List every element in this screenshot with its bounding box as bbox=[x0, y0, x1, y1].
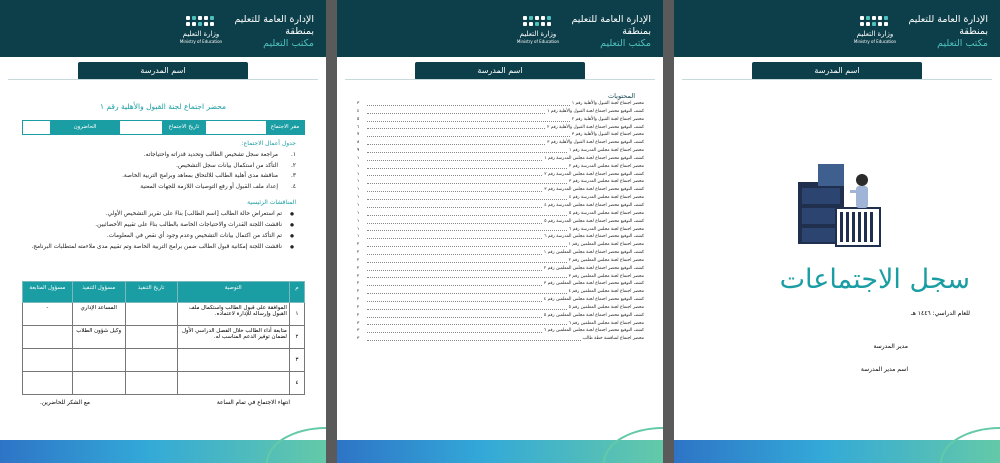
toc-dot-leader bbox=[367, 147, 567, 153]
toc-list bbox=[357, 100, 644, 343]
toc-entry[interactable] bbox=[357, 226, 644, 234]
toc-entry[interactable] bbox=[357, 100, 644, 108]
agenda-list bbox=[30, 150, 296, 192]
toc-entry[interactable] bbox=[357, 304, 644, 312]
list-item: ● ناقشت اللجنة القدرات والاحتياجات الخاصة بالطالب بناءً على تقييم الأخصائيين. bbox=[24, 220, 296, 231]
toc-page-number: ١ bbox=[357, 210, 360, 216]
toc-page-number: ٢ bbox=[357, 273, 360, 279]
divider bbox=[345, 79, 655, 80]
toc-dot-leader bbox=[367, 163, 567, 169]
toc-entry[interactable] bbox=[357, 139, 644, 147]
toc-entry-title: كشف التوقيع محضر اجتماع لجنة مجلس المدرسة رقم ٢ bbox=[544, 171, 644, 177]
toc-dot-leader bbox=[367, 233, 542, 239]
col-header-follower: مسؤول المتابعة bbox=[23, 282, 73, 303]
logo-english-text: Ministry of Education bbox=[516, 39, 560, 44]
list-item: ● ناقشت اللجنة إمكانية قبول الطالب ضمن برامج التربية الخاصة وتم تقييم مدى ملاءمته لمتطلبات البرنامج. bbox=[24, 242, 296, 253]
toc-entry[interactable] bbox=[357, 335, 644, 343]
toc-entry[interactable] bbox=[357, 257, 644, 265]
toc-entry-title: محضر اجتماع لجنة مجلس المعلمين رقم ٢ bbox=[568, 257, 644, 263]
toc-entry-title: محضر اجتماع لجنة مجلس المدرسة رقم ٢ bbox=[568, 163, 644, 169]
toc-entry[interactable] bbox=[357, 171, 644, 179]
toc-dot-leader bbox=[367, 226, 567, 232]
table-row: ٢ متابعة أداء الطالب خلال الفصل الدراسي الأول لضمان توفير الدعم المناسب له. وكيل شؤون الطلاب bbox=[23, 326, 305, 349]
toc-entry-title: كشف التوقيع محضر اجتماع لجنة مجلس المعلمين رقم ٥ bbox=[543, 312, 644, 318]
attendance-bar bbox=[22, 120, 305, 135]
toc-dot-leader bbox=[367, 273, 567, 279]
toc-entry[interactable] bbox=[357, 202, 644, 210]
toc-entry-title: محضر اجتماع لجنة مجلس المعلمين رقم ٣ bbox=[568, 273, 644, 279]
divider bbox=[8, 79, 318, 80]
toc-entry[interactable] bbox=[357, 186, 644, 194]
toc-page-number: ١ bbox=[357, 163, 360, 169]
attendees-field[interactable] bbox=[23, 121, 50, 134]
school-name-banner: اسم المدرسة bbox=[78, 62, 248, 80]
list-item: ٢. التأكد من استكمال بيانات سجل التشخيص. bbox=[176, 162, 296, 169]
logo-english-text: Ministry of Education bbox=[179, 39, 223, 44]
toc-page-number: ١ bbox=[357, 218, 360, 224]
toc-entry[interactable] bbox=[357, 327, 644, 335]
toc-dot-leader bbox=[367, 296, 542, 302]
toc-entry[interactable] bbox=[357, 178, 644, 186]
toc-entry-title: محضر اجتماع لجنة القبول والأهلية رقم ١ bbox=[571, 101, 644, 106]
toc-entry-title: محضر اجتماع لجنة القبول والأهلية رقم ٣ bbox=[571, 132, 644, 138]
toc-entry-title: كشف التوقيع محضر اجتماع لجنة مجلس المعلمين رقم ٣ bbox=[543, 281, 644, 287]
toc-entry-title: كشف التوقيع محضر اجتماع لجنة مجلس المعلمين رقم ٦ bbox=[543, 328, 644, 334]
agenda-heading: جدول أعمال الاجتماع: bbox=[241, 140, 296, 147]
page-header bbox=[674, 0, 1000, 57]
header-title bbox=[501, 14, 651, 50]
toc-dot-leader bbox=[367, 288, 567, 294]
toc-dot-leader bbox=[367, 218, 542, 224]
toc-dot-leader bbox=[367, 186, 542, 192]
discussions-list bbox=[24, 209, 296, 253]
minutes-title: محضر اجتماع لجنة القبول والأهلية رقم ١ bbox=[100, 102, 226, 111]
divider bbox=[682, 79, 992, 80]
toc-page-number: ١ bbox=[357, 187, 360, 193]
toc-dot-leader bbox=[367, 249, 542, 255]
toc-dot-leader bbox=[367, 194, 567, 200]
toc-entry[interactable] bbox=[357, 296, 644, 304]
header-line-2: بمنطقة bbox=[285, 26, 314, 37]
page-footer bbox=[674, 440, 1000, 463]
toc-page-number: ١ bbox=[357, 234, 360, 240]
toc-entry[interactable] bbox=[357, 116, 644, 124]
toc-entry[interactable] bbox=[357, 320, 644, 328]
page-header bbox=[0, 0, 326, 57]
toc-entry-title: كشف التوقيع محضر اجتماع لجنة مجلس المدرسة رقم ٦ bbox=[544, 234, 644, 240]
toc-page-number: ١ bbox=[357, 195, 360, 201]
list-item: ● تم التأكد من اكتمال بيانات التشخيص وعدم وجود أي نقص في المعلومات. bbox=[24, 231, 296, 242]
toc-page-number: ١ bbox=[357, 155, 360, 161]
toc-entry-title: كشف التوقيع محضر اجتماع لجنة القبول والأهلية رقم ٣ bbox=[547, 140, 644, 146]
toc-title: المحتويات bbox=[608, 92, 635, 100]
toc-page bbox=[337, 0, 663, 463]
toc-entry[interactable] bbox=[357, 131, 644, 139]
col-header-number: م bbox=[289, 282, 304, 303]
manager-name: اسم مدير المدرسة bbox=[860, 366, 908, 373]
school-name-banner: اسم المدرسة bbox=[752, 62, 922, 80]
toc-dot-leader bbox=[367, 202, 542, 208]
toc-dot-leader bbox=[367, 131, 570, 137]
list-item: ١. مراجعة سجل تشخيص الطالب وتحديد قدراته واحتياجاته. bbox=[143, 152, 296, 158]
toc-entry-title: كشف التوقيع محضر اجتماع لجنة مجلس المدرسة رقم ١ bbox=[544, 155, 644, 161]
cover-page bbox=[674, 0, 1000, 463]
toc-page-number: ٤ bbox=[357, 108, 360, 114]
logo-english-text: Ministry of Education bbox=[853, 39, 897, 44]
toc-dot-leader bbox=[367, 210, 567, 216]
toc-page-number: ٩ bbox=[357, 148, 360, 154]
toc-entry-title: كشف التوقيع محضر اجتماع لجنة مجلس المعلمين رقم ١ bbox=[543, 250, 644, 256]
toc-entry[interactable] bbox=[357, 312, 644, 320]
toc-page-number: ٥ bbox=[357, 116, 360, 122]
header-line-1: الإدارة العامة للتعليم bbox=[908, 14, 988, 25]
toc-entry[interactable] bbox=[357, 265, 644, 273]
toc-entry-title: كشف التوقيع محضر اجتماع لجنة مجلس المعلمين رقم ٤ bbox=[543, 297, 644, 303]
toc-dot-leader bbox=[367, 304, 567, 310]
toc-entry[interactable] bbox=[357, 163, 644, 171]
toc-entry-title: محضر اجتماع لجنة مجلس المدرسة رقم ١ bbox=[568, 148, 644, 154]
toc-page-number: ٢ bbox=[357, 265, 360, 271]
manager-label: مدير المدرسة bbox=[873, 343, 908, 350]
logo-arabic-text: وزارة التعليم bbox=[182, 30, 220, 38]
thanks-text: مع الشكر للحاضرين. bbox=[40, 400, 91, 406]
filing-cabinet-illustration bbox=[792, 160, 884, 252]
logo-arabic-text: وزارة التعليم bbox=[856, 30, 894, 38]
col-header-executor: مسؤول التنفيذ bbox=[72, 282, 125, 303]
logo-arabic-text: وزارة التعليم bbox=[519, 30, 557, 38]
toc-dot-leader bbox=[367, 171, 542, 177]
toc-entry[interactable] bbox=[357, 288, 644, 296]
header-line-1: الإدارة العامة للتعليم bbox=[234, 14, 314, 25]
toc-dot-leader bbox=[367, 139, 545, 145]
toc-entry-title: كشف التوقيع محضر اجتماع لجنة مجلس المدرسة رقم ٣ bbox=[544, 187, 644, 193]
toc-entry-title: محضر اجتماع لمناقشة خطة طالب bbox=[582, 336, 644, 342]
col-header-date: تاريخ التنفيذ bbox=[125, 282, 177, 303]
toc-page-number: ٢ bbox=[357, 257, 360, 263]
toc-page-number: ٣ bbox=[357, 328, 360, 334]
toc-entry[interactable] bbox=[357, 241, 644, 249]
school-name-banner: اسم المدرسة bbox=[415, 62, 585, 80]
toc-page-number: ٧ bbox=[357, 132, 360, 138]
toc-page-number: ٣ bbox=[357, 101, 360, 106]
toc-dot-leader bbox=[367, 178, 567, 184]
closing-line bbox=[40, 400, 290, 406]
toc-page-number: ٢ bbox=[357, 250, 360, 256]
toc-dot-leader bbox=[367, 124, 545, 130]
header-title bbox=[164, 14, 314, 50]
toc-entry[interactable] bbox=[357, 218, 644, 226]
toc-entry-title: كشف التوقيع محضر اجتماع لجنة مجلس المعلمين رقم ٢ bbox=[543, 265, 644, 271]
toc-dot-leader bbox=[367, 108, 545, 114]
toc-entry-title: محضر اجتماع لجنة مجلس المدرسة رقم ٥ bbox=[568, 210, 644, 216]
toc-page-number: ١ bbox=[357, 226, 360, 232]
toc-page-number: ١ bbox=[357, 171, 360, 177]
list-item: ● تم استعراض حالة الطالب [اسم الطالب] بناءً على تقرير التشخيص الأولي. bbox=[24, 209, 296, 220]
list-item: ٣. مناقشة مدى أهلية الطالب للالتحاق بمعاهد وبرامج التربية الخاصة. bbox=[122, 173, 296, 179]
toc-entry-title: محضر اجتماع لجنة مجلس المدرسة رقم ٦ bbox=[568, 226, 644, 232]
toc-entry-title: محضر اجتماع لجنة مجلس المدرسة رقم ٣ bbox=[568, 179, 644, 185]
toc-entry-title: محضر اجتماع لجنة مجلس المدرسة رقم ٤ bbox=[568, 195, 644, 201]
page-footer bbox=[0, 440, 326, 463]
list-item: ٤. إعداد ملف القبول أو رفع التوصيات اللازمة للجهات المعنية bbox=[140, 183, 296, 190]
header-line-2: بمنطقة bbox=[622, 26, 651, 37]
toc-dot-leader bbox=[367, 116, 570, 122]
toc-dot-leader bbox=[367, 265, 542, 271]
table-row: ٤ bbox=[23, 372, 305, 395]
toc-page-number: ٢ bbox=[357, 281, 360, 287]
table-row: ٣ bbox=[23, 349, 305, 372]
col-header-recommendation: التوصية bbox=[177, 282, 289, 303]
toc-page-number: ٦ bbox=[357, 124, 360, 130]
cover-title: سجل الاجتماعات bbox=[779, 264, 970, 295]
toc-page-number: ١ bbox=[357, 179, 360, 185]
toc-entry-title: محضر اجتماع لجنة مجلس المعلمين رقم ٦ bbox=[568, 320, 644, 326]
toc-dot-leader bbox=[367, 241, 567, 247]
toc-page-number: ٣ bbox=[357, 336, 360, 342]
toc-page-number: ٢ bbox=[357, 312, 360, 318]
toc-dot-leader bbox=[367, 335, 581, 341]
attendees-label: الحاضرون bbox=[50, 121, 120, 134]
header-title bbox=[838, 14, 988, 50]
toc-dot-leader bbox=[367, 327, 542, 333]
toc-entry[interactable] bbox=[357, 233, 644, 241]
toc-dot-leader bbox=[367, 257, 567, 263]
toc-page-number: ٢ bbox=[357, 304, 360, 310]
meeting-date-label: تاريخ الاجتماع bbox=[162, 121, 206, 134]
meeting-end-text: انتهاء الاجتماع في تمام الساعة bbox=[216, 400, 290, 406]
page-header bbox=[337, 0, 663, 57]
toc-entry[interactable] bbox=[357, 210, 644, 218]
toc-dot-leader bbox=[367, 280, 542, 286]
toc-entry[interactable] bbox=[357, 273, 644, 281]
toc-page-number: ٢ bbox=[357, 242, 360, 248]
discussions-heading: المناقشات الرئيسية bbox=[247, 199, 296, 206]
toc-entry[interactable] bbox=[357, 249, 644, 257]
toc-page-number: ٨ bbox=[357, 140, 360, 146]
header-line-3: مكتب التعليم bbox=[937, 38, 988, 49]
header-line-3: مكتب التعليم bbox=[600, 38, 651, 49]
toc-entry[interactable] bbox=[357, 108, 644, 116]
toc-entry[interactable] bbox=[357, 194, 644, 202]
toc-entry-title: كشف التوقيع محضر اجتماع لجنة القبول والأهلية رقم ٢ bbox=[547, 124, 644, 130]
header-line-1: الإدارة العامة للتعليم bbox=[571, 14, 651, 25]
toc-dot-leader bbox=[367, 320, 567, 326]
meeting-place-field[interactable] bbox=[206, 121, 266, 134]
header-line-2: بمنطقة bbox=[959, 26, 988, 37]
toc-entry-title: محضر اجتماع لجنة مجلس المعلمين رقم ١ bbox=[568, 242, 644, 248]
toc-entry-title: محضر اجتماع لجنة مجلس المعلمين رقم ٥ bbox=[568, 304, 644, 310]
toc-entry-title: كشف التوقيع محضر اجتماع لجنة القبول والأهلية رقم ١ bbox=[547, 108, 644, 114]
toc-page-number: ١ bbox=[357, 202, 360, 208]
toc-entry-title: محضر اجتماع لجنة مجلس المعلمين رقم ٤ bbox=[568, 289, 644, 295]
toc-page-number: ٢ bbox=[357, 297, 360, 303]
meeting-date-field[interactable] bbox=[120, 121, 162, 134]
toc-entry-title: كشف التوقيع محضر اجتماع لجنة مجلس المدرسة رقم ٤ bbox=[544, 202, 644, 208]
table-row: ١ الموافقة على قبول الطالب واستكمال ملف القبول وإرساله للإدارة لاعتماده. المساعد الإداري - bbox=[23, 303, 305, 326]
toc-dot-leader bbox=[367, 155, 542, 161]
toc-entry[interactable] bbox=[357, 280, 644, 288]
toc-entry-title: كشف التوقيع محضر اجتماع لجنة مجلس المدرسة رقم ٥ bbox=[544, 218, 644, 224]
toc-entry[interactable] bbox=[357, 155, 644, 163]
page-footer bbox=[337, 440, 663, 463]
toc-page-number: ٣ bbox=[357, 320, 360, 326]
toc-entry[interactable] bbox=[357, 124, 644, 132]
toc-page-number: ٢ bbox=[357, 289, 360, 295]
toc-entry-title: محضر اجتماع لجنة القبول والأهلية رقم ٢ bbox=[571, 116, 644, 122]
toc-entry[interactable] bbox=[357, 147, 644, 155]
meeting-place-label: مقر الاجتماع bbox=[266, 121, 304, 134]
toc-dot-leader bbox=[367, 312, 542, 318]
minutes-page bbox=[0, 0, 326, 463]
header-line-3: مكتب التعليم bbox=[263, 38, 314, 49]
toc-dot-leader bbox=[367, 100, 570, 106]
recommendations-table bbox=[22, 281, 305, 395]
academic-year: للعام الدراسي: ١٤٤٦ هـ bbox=[910, 310, 970, 317]
